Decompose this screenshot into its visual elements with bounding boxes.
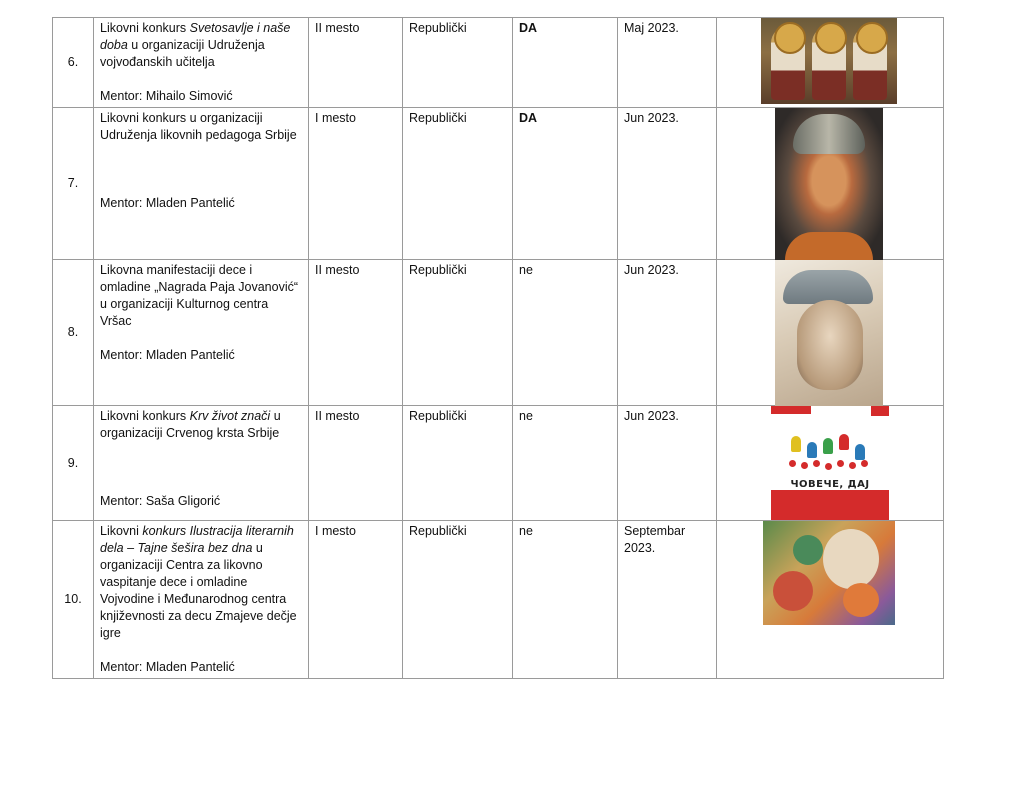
flag-cell: ne xyxy=(513,406,618,521)
competition-title: Krv život znači xyxy=(189,409,271,423)
place-cell: II mesto xyxy=(309,260,403,406)
level-cell: Republički xyxy=(403,108,513,260)
date-cell: Jun 2023. xyxy=(618,108,717,260)
competition-cell xyxy=(94,260,309,406)
competition-text-cont: u organizaciji Centra za likovno vaspitanje dece i omladine Vojvodine i Međunarodnog centra književnosti za decu Zmajeve dečje igre xyxy=(100,541,297,640)
poster-headline: ЧОВЕЧЕ, ДАЈ xyxy=(790,479,870,490)
table-row xyxy=(53,260,944,406)
place-cell: II mesto xyxy=(309,18,403,108)
competition-cell xyxy=(94,406,309,521)
competition-text: Likovni konkurs xyxy=(100,409,190,423)
flag-cell: ne xyxy=(513,260,618,406)
artwork-cell xyxy=(717,18,944,108)
competition-cell xyxy=(94,108,309,260)
competition-text: Likovna manifestaciji dece i omladine „Nagrada Paja Jovanović“ u organizaciji Kulturnog centra Vršac xyxy=(100,263,299,328)
mentor: Mentor: Mladen Pantelić xyxy=(100,196,235,210)
mentor: Mentor: Mladen Pantelić xyxy=(100,660,235,674)
mentor: Mentor: Mladen Pantelić xyxy=(100,348,235,362)
place-cell: I mesto xyxy=(309,521,403,679)
competition-text-cont: u organizaciji Crvenog krsta Srbije xyxy=(100,409,281,440)
competition-text: Likovni konkurs u organizaciji Udruženja likovnih pedagoga Srbije xyxy=(100,111,297,142)
date-cell: Jun 2023. xyxy=(618,260,717,406)
mentor: Mentor: Mihailo Simović xyxy=(100,89,233,103)
row-number: 9. xyxy=(53,406,94,521)
date-cell: Jun 2023. xyxy=(618,406,717,521)
artwork-cell xyxy=(717,406,944,521)
competition-cell xyxy=(94,521,309,679)
level-cell: Republički xyxy=(403,521,513,679)
artwork-old-man-portrait xyxy=(775,260,883,406)
artwork-cell xyxy=(717,260,944,406)
competition-text-cont: u organizaciji Udruženja vojvođanskih učitelja xyxy=(100,38,265,69)
place-cell: I mesto xyxy=(309,108,403,260)
competition-title: Svetosavlje i naše doba xyxy=(100,21,291,52)
table-row xyxy=(53,18,944,108)
awards-table xyxy=(52,17,944,679)
row-number: 7. xyxy=(53,108,94,260)
flag-cell: DA xyxy=(513,18,618,108)
flag-cell: ne xyxy=(513,521,618,679)
artwork-portrait xyxy=(775,108,883,260)
competition-cell xyxy=(94,18,309,108)
level-cell: Republički xyxy=(403,406,513,521)
competition-title: konkurs Ilustracija literarnih dela – Tajne šešira bez dna xyxy=(100,524,294,555)
table-row xyxy=(53,521,944,679)
row-number: 6. xyxy=(53,18,94,108)
row-number: 10. xyxy=(53,521,94,679)
mentor: Mentor: Saša Gligorić xyxy=(100,494,221,508)
level-cell: Republički xyxy=(403,18,513,108)
place-cell: II mesto xyxy=(309,406,403,521)
flag-cell: DA xyxy=(513,108,618,260)
artwork-illustration xyxy=(763,521,895,625)
competition-text: Likovni xyxy=(100,524,143,538)
competition-text: Likovni konkurs xyxy=(100,21,190,35)
artwork-red-cross-poster xyxy=(771,406,889,520)
level-cell: Republički xyxy=(403,260,513,406)
artwork-cell xyxy=(717,521,944,679)
row-number: 8. xyxy=(53,260,94,406)
artwork-cell xyxy=(717,108,944,260)
table-row xyxy=(53,108,944,260)
table-row xyxy=(53,406,944,521)
date-cell: Septembar 2023. xyxy=(618,521,717,679)
artwork-icon-fresco xyxy=(761,18,897,104)
date-cell: Maj 2023. xyxy=(618,18,717,108)
